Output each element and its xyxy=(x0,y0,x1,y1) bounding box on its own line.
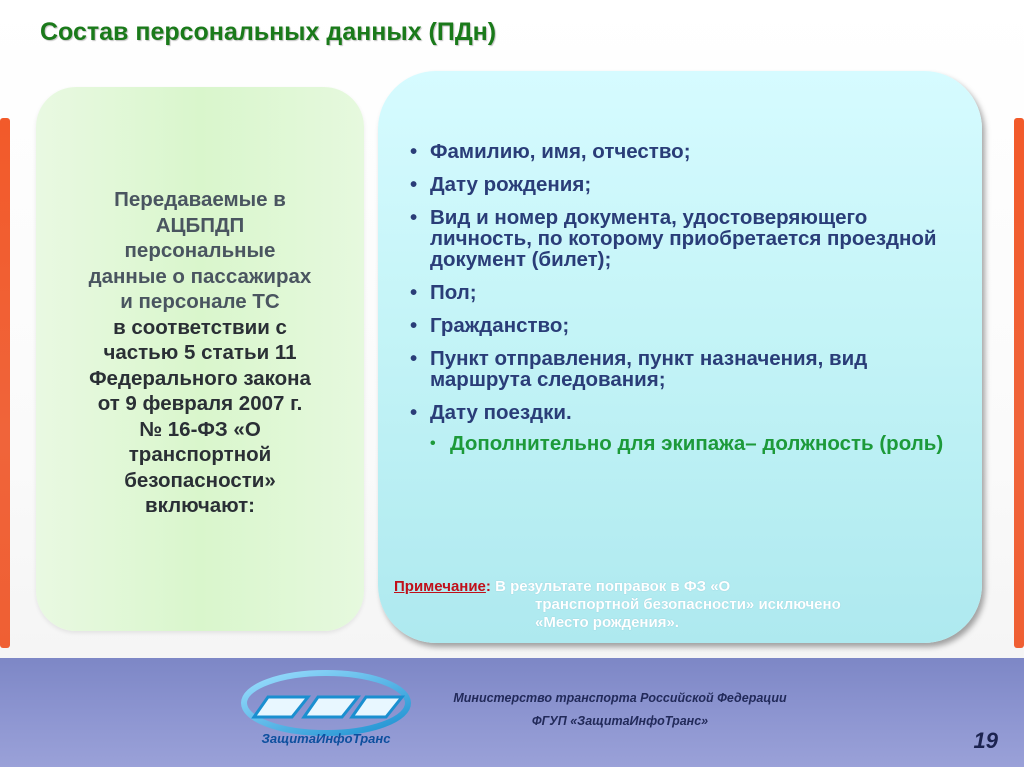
list-item: • Фамилию, имя, отчество; xyxy=(410,141,950,162)
list-item: • Дату рождения; xyxy=(410,174,950,195)
list-item: • Пол; xyxy=(410,282,950,303)
list-sub-item: • Дополнительно для экипажа– должность (роль) xyxy=(430,433,950,454)
note-text-line2: транспортной безопасности» исключено xyxy=(535,596,841,613)
right-edge-bar xyxy=(1014,118,1024,648)
list-item: • Гражданство; xyxy=(410,315,950,336)
note-label: Примечание xyxy=(394,578,486,595)
note-text-line1: В результате поправок в ФЗ «О xyxy=(495,578,731,595)
slide-title: Состав персональных данных (ПДн) xyxy=(40,18,497,46)
left-line: транспортной xyxy=(128,443,272,466)
note-colon: : xyxy=(485,578,491,595)
logo-mark-2 xyxy=(304,697,358,717)
list-item: • Пункт отправления, пункт назначения, вид маршрута следования; xyxy=(410,348,950,390)
left-line: в соответствии с xyxy=(113,315,287,339)
note xyxy=(394,578,954,632)
left-panel-text xyxy=(60,187,340,519)
left-line: от 9 февраля 2007 г. xyxy=(97,392,303,415)
page-number: 19 xyxy=(973,728,998,753)
left-line: частью 5 статьи 11 xyxy=(103,341,297,364)
logo-text: ЗащитаИнфоТранс xyxy=(261,731,391,746)
left-panel xyxy=(36,87,364,631)
footer-band xyxy=(0,658,1024,767)
footer-organization: ФГУП «ЗащитаИнфоТранс» xyxy=(531,714,709,728)
list-item: • Вид и номер документа, удостоверяющего личность, по которому приобретается проездной документ (билет); xyxy=(410,207,950,270)
left-line: Федерального закона xyxy=(89,366,311,390)
data-list xyxy=(410,141,950,466)
left-edge-bar xyxy=(0,118,10,648)
left-line: АЦБПДП xyxy=(155,213,245,237)
left-line: и персонале ТС xyxy=(120,290,280,313)
left-line: № 16-ФЗ «О xyxy=(139,417,261,441)
logo-mark-3 xyxy=(352,697,402,717)
left-line: безопасности» xyxy=(124,468,276,492)
footer-ministry: Министерство транспорта Российской Федерации xyxy=(453,691,787,705)
left-line: данные о пассажирах xyxy=(88,264,312,288)
left-line: персональные xyxy=(124,239,276,262)
left-line: Передаваемые в xyxy=(114,188,286,211)
left-line: включают: xyxy=(144,494,256,517)
logo-mark-1 xyxy=(254,697,308,717)
ministry-logo xyxy=(234,667,418,755)
note-text-line3: «Место рождения». xyxy=(535,614,679,631)
list-item: • Дату поездки. xyxy=(410,402,950,423)
